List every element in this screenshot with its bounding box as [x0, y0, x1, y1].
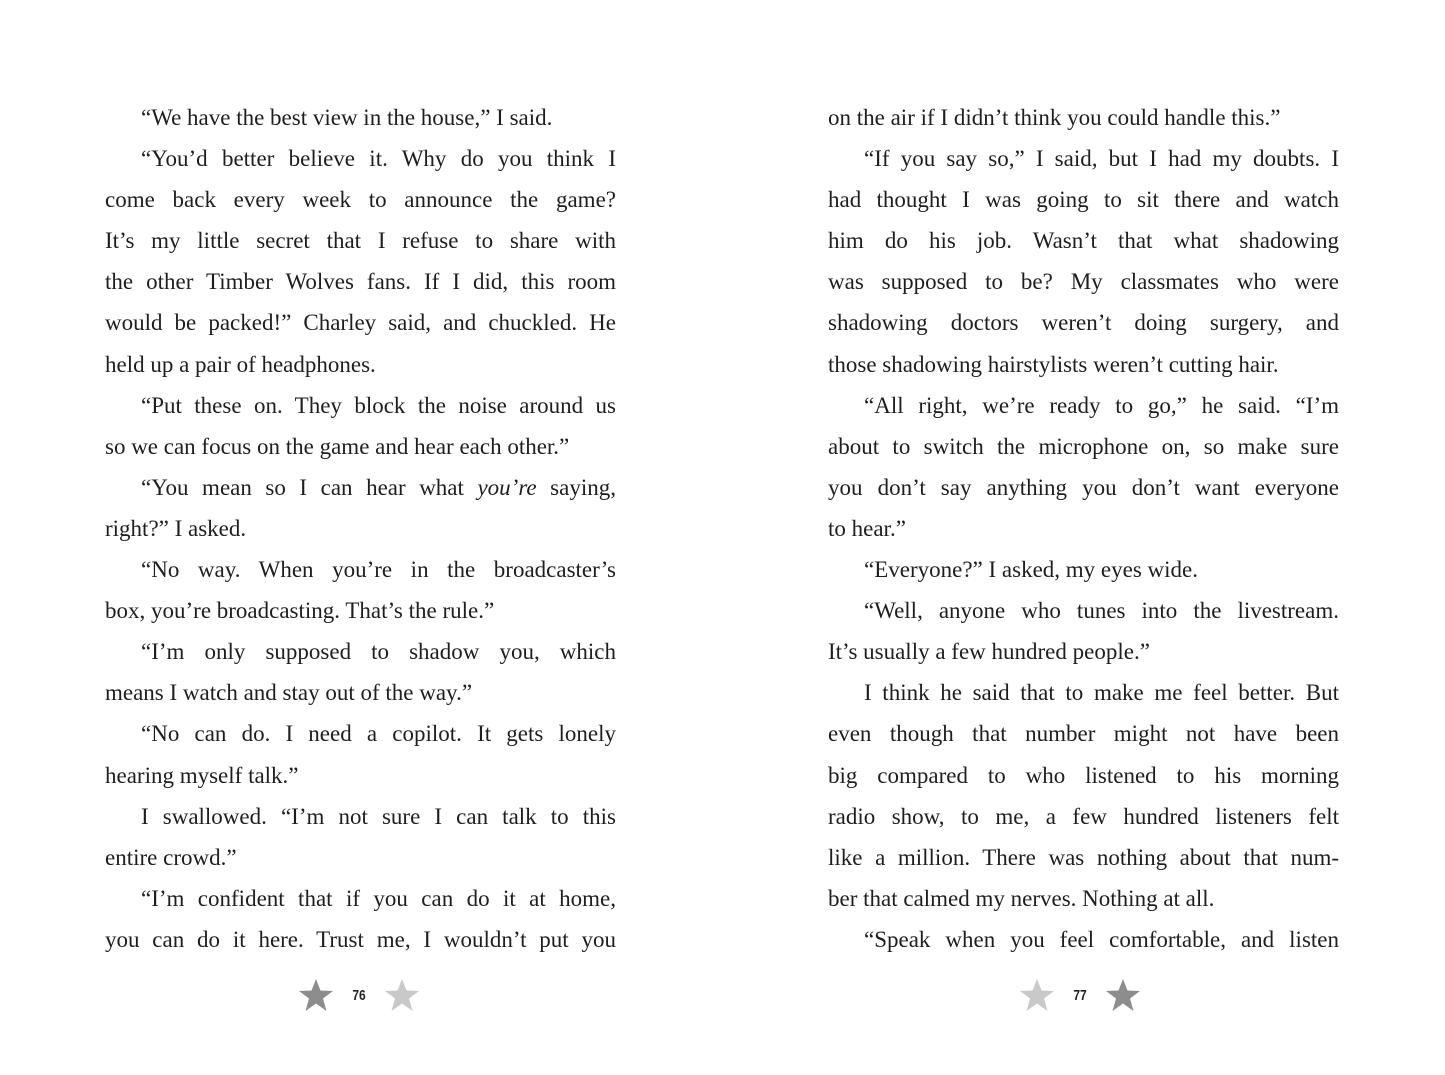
text-line: about to switch the microphone on, so make sure [828, 433, 1339, 459]
text-line: like a million. There was nothing about that num- [828, 844, 1339, 870]
text-line: even though that number might not have been [828, 721, 1339, 747]
text-line: radio show, to me, a few hundred listeners felt [828, 803, 1339, 829]
text-line: It’s usually a few hundred people.” [828, 639, 1150, 665]
page-number-text: 77 [1073, 986, 1087, 1004]
left-page [105, 97, 616, 960]
text-line: the other Timber Wolves fans. If I did, this room [105, 269, 616, 295]
right-page-text [828, 97, 1339, 960]
text-line: means I watch and stay out of the way.” [105, 680, 473, 706]
text-line: “I’m only supposed to shadow you, which [141, 639, 616, 665]
text-line: him do his job. Wasn’t that what shadowing [828, 228, 1339, 254]
text-line: you can do it here. Trust me, I wouldn’t put you [105, 926, 616, 952]
text-line: right?” I asked. [105, 515, 247, 541]
star-icon [1018, 978, 1056, 1012]
text-line: those shadowing hairstylists weren’t cutting hair. [828, 351, 1279, 377]
text-line: to hear.” [828, 515, 906, 541]
text-line: come back every week to announce the game? [105, 187, 616, 213]
text-line: I think he said that to make me feel better. But [864, 680, 1339, 706]
text-line: was supposed to be? My classmates who were [828, 269, 1339, 295]
text-line: so we can focus on the game and hear each other.” [105, 433, 570, 459]
text-line: “You mean so I can hear what you’re saying, [141, 474, 616, 500]
left-page-text [105, 97, 616, 960]
star-icon [297, 978, 335, 1012]
text-line: ber that calmed my nerves. Nothing at all. [828, 885, 1215, 911]
text-line: I swallowed. “I’m not sure I can talk to this [141, 803, 616, 829]
text-line: “We have the best view in the house,” I said. [141, 105, 553, 130]
right-page [828, 97, 1339, 960]
text-line: hearing myself talk.” [105, 762, 299, 788]
text-line: “All right, we’re ready to go,” he said. “I’m [864, 392, 1339, 418]
text-line: “Well, anyone who tunes into the livestream. [864, 598, 1339, 624]
text-line: had thought I was going to sit there and watch [828, 187, 1339, 213]
text-line: “You’d better believe it. Why do you think I [141, 146, 616, 172]
text-line: shadowing doctors weren’t doing surgery, and [828, 310, 1339, 336]
text-line: would be packed!” Charley said, and chuckled. He [105, 310, 616, 336]
text-line: “Put these on. They block the noise around us [141, 392, 616, 418]
text-line: “No can do. I need a copilot. It gets lonely [141, 721, 616, 747]
right-page-number [1018, 978, 1142, 1012]
text-line: “I’m confident that if you can do it at home, [141, 885, 616, 911]
text-line: you don’t say anything you don’t want everyone [828, 474, 1339, 500]
text-line: “Speak when you feel comfortable, and listen [864, 926, 1339, 952]
left-page-number [297, 978, 421, 1012]
text-line: It’s my little secret that I refuse to share with [105, 228, 616, 254]
text-line: “If you say so,” I said, but I had my doubts. I [864, 146, 1339, 172]
text-line: box, you’re broadcasting. That’s the rule.” [105, 598, 495, 624]
text-line: held up a pair of headphones. [105, 351, 376, 377]
star-icon [383, 978, 421, 1012]
text-line: “Everyone?” I asked, my eyes wide. [864, 557, 1198, 583]
text-line: “No way. When you’re in the broadcaster’s [141, 557, 616, 583]
star-icon [1104, 978, 1142, 1012]
text-line: on the air if I didn’t think you could handle this.” [828, 105, 1281, 130]
page-number-text: 76 [352, 986, 366, 1004]
text-line: big compared to who listened to his morning [828, 762, 1339, 788]
text-line: entire crowd.” [105, 844, 237, 870]
